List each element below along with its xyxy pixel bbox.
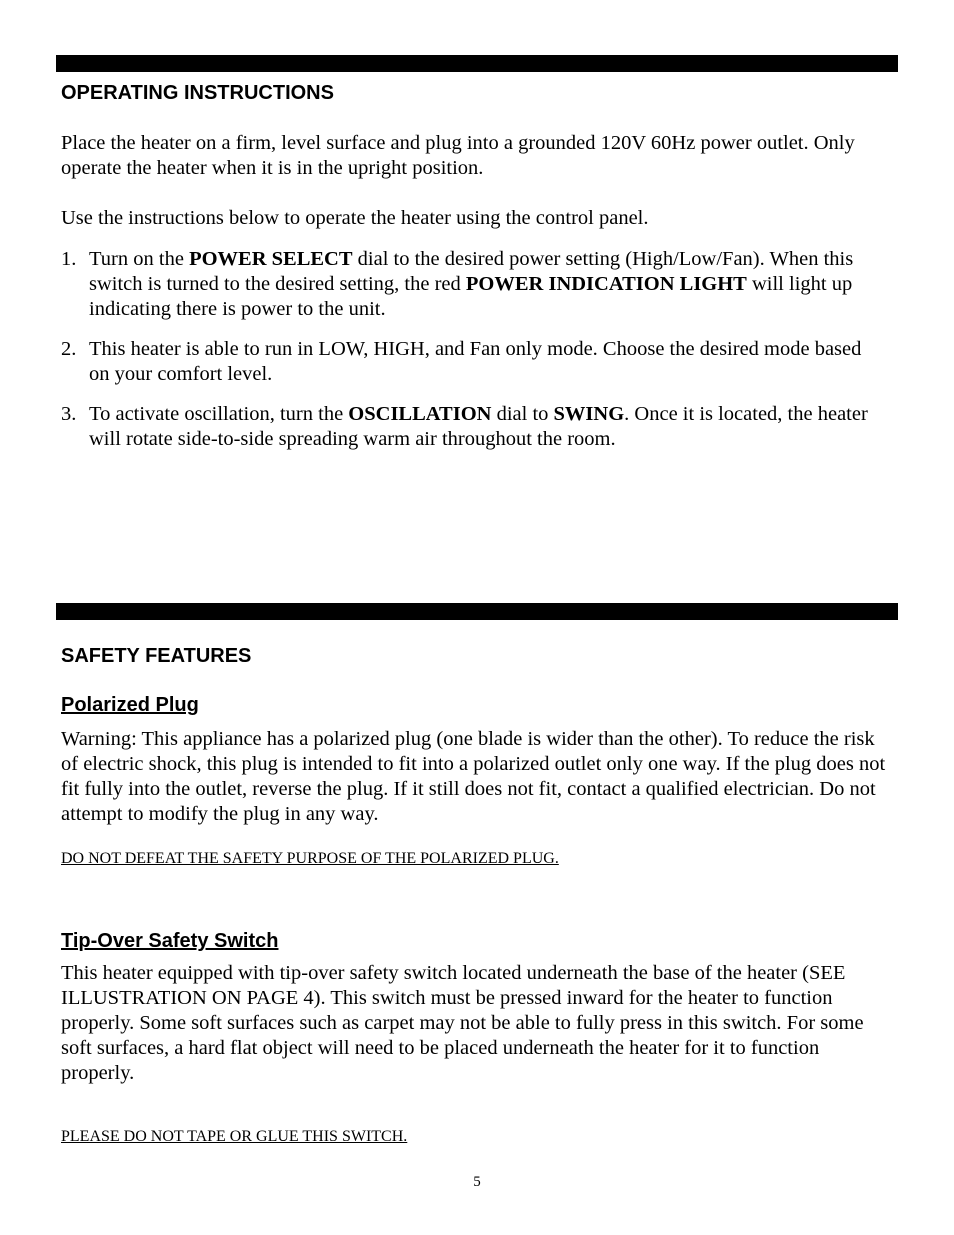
section-divider-bar-middle <box>56 603 898 620</box>
polarized-plug-heading: Polarized Plug <box>61 694 199 716</box>
page-number: 5 <box>473 1174 481 1190</box>
polarized-plug-notice: DO NOT DEFEAT THE SAFETY PURPOSE OF THE POLARIZED PLUG. <box>61 850 559 867</box>
operating-intro-paragraph: Place the heater on a firm, level surface and plug into a grounded 120V 60Hz power outlet. Only operate the heater when it is in the upright position. <box>61 132 855 179</box>
step-text: This heater is able to run in LOW, HIGH, and Fan only mode. Choose the desired mode based on your comfort level. <box>89 338 862 385</box>
step-text: dial to <box>491 403 554 425</box>
control-panel-intro-paragraph: Use the instructions below to operate the heater using the control panel. <box>61 207 649 229</box>
step-text: To activate oscillation, turn the <box>89 403 349 425</box>
step-text: . Once it is located, the heater will rotate side-to-side spreading warm air throughout the room. <box>89 403 868 450</box>
step-text: dial to the desired power setting (High/Low/Fan). When this switch is turned to the desired setting, the red <box>89 248 854 295</box>
operating-steps-list <box>61 247 881 452</box>
section-divider-bar-top <box>56 55 898 72</box>
power-indication-light-term: POWER INDICATION LIGHT <box>465 273 747 295</box>
operating-instructions-heading: OPERATING INSTRUCTIONS <box>61 82 334 104</box>
tip-over-switch-notice: PLEASE DO NOT TAPE OR GLUE THIS SWITCH. <box>61 1128 408 1145</box>
tip-over-switch-heading: Tip-Over Safety Switch <box>61 930 279 952</box>
step-item-1 <box>61 247 881 322</box>
swing-term: SWING <box>553 403 625 425</box>
step-number: 1. <box>61 248 77 270</box>
step-text: will light up indicating there is power to the unit. <box>89 273 853 320</box>
step-number: 3. <box>61 403 77 425</box>
polarized-plug-paragraph: Warning: This appliance has a polarized plug (one blade is wider than the other). To reduce the risk of electric shock, this plug is intended to fit into a polarized outlet only one way. If the plug does not fit fully into the outlet, reverse the plug. If it still does not fit, contact a qualified electrician. Do not attempt to modify the plug in any way. <box>61 728 886 825</box>
step-number: 2. <box>61 338 77 360</box>
step-item-2 <box>61 337 881 387</box>
oscillation-term: OSCILLATION <box>348 403 492 425</box>
power-select-term: POWER SELECT <box>189 248 353 270</box>
step-text: Turn on the <box>89 248 190 270</box>
tip-over-switch-paragraph: This heater equipped with tip-over safety switch located underneath the base of the heater (SEE ILLUSTRATION ON PAGE 4). This switch must be pressed inward for the heater to function properly. Some soft surfaces such as carpet may not be able to fully press in this switch. For some soft surfaces, a hard flat object will need to be placed underneath the heater for it to function properly. <box>61 962 864 1084</box>
step-item-3 <box>61 402 881 452</box>
safety-features-heading: SAFETY FEATURES <box>61 645 252 667</box>
